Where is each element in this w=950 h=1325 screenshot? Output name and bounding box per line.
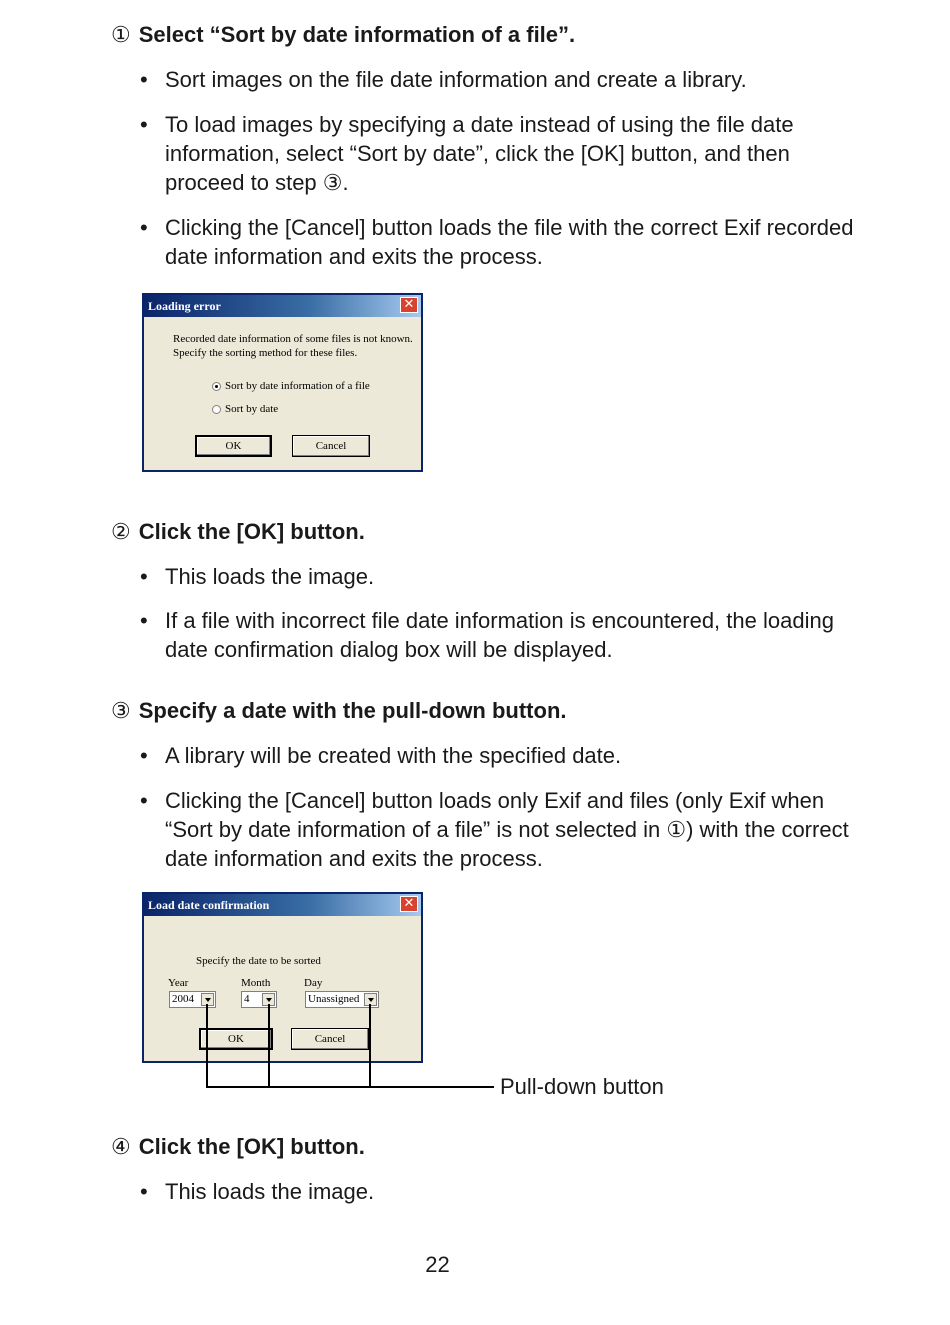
- bullet-text: A library will be created with the specified date.: [165, 743, 622, 768]
- year-dropdown[interactable]: [169, 991, 216, 1008]
- day-dropdown[interactable]: [305, 991, 379, 1008]
- step-4-heading: [111, 1134, 365, 1160]
- year-label: Year: [168, 977, 189, 989]
- month-dropdown[interactable]: [241, 991, 277, 1008]
- bullet-text: Clicking the [Cancel] button loads only Exif and files (only Exif when “Sort by date information of a file” is not selected in ①) with the correct date information and exits the process.: [165, 788, 849, 871]
- step-4-bullet-1: [140, 1177, 860, 1206]
- step-1-title: Select “Sort by date information of a file”.: [138, 22, 576, 47]
- dialog-message-line-1: Recorded date information of some files is not known.: [173, 333, 413, 345]
- bullet-dot: •: [140, 215, 148, 240]
- callout-label: Pull-down button: [500, 1074, 664, 1099]
- step-3-title: Specify a date with the pull-down button.: [138, 698, 567, 723]
- step-2-heading: [111, 519, 365, 545]
- bullet-text: This loads the image.: [165, 564, 375, 589]
- step-3-number: ③: [111, 698, 131, 723]
- step-4-number: ④: [111, 1134, 131, 1159]
- dialog-instruction: Specify the date to be sorted: [196, 955, 321, 967]
- close-icon[interactable]: ✕: [400, 297, 418, 313]
- radio-sort-by-file-date[interactable]: [212, 382, 221, 391]
- callout-line-day: [369, 1004, 371, 1088]
- day-value: Unassigned: [308, 993, 360, 1005]
- dialog-titlebar: Loading error: [144, 295, 421, 317]
- load-date-confirmation-dialog: [142, 892, 423, 1063]
- step-3-bullet-2: [140, 786, 860, 873]
- step-1-heading: [111, 22, 575, 48]
- month-label: Month: [241, 977, 271, 989]
- bullet-text: To load images by specifying a date instead of using the file date information, select “Sort by date”, click the [OK] button, and then proceed to step ③.: [165, 112, 794, 195]
- day-label: Day: [304, 977, 323, 989]
- step-4-title: Click the [OK] button.: [138, 1134, 365, 1159]
- radio-sort-by-date-label: Sort by date: [225, 403, 279, 415]
- bullet-dot: •: [140, 608, 148, 633]
- step-2-bullet-2: [140, 606, 860, 664]
- step-1-bullet-1: [140, 65, 860, 94]
- cancel-button[interactable]: Cancel: [292, 435, 370, 457]
- bullet-dot: •: [140, 1179, 148, 1204]
- step-1-bullet-3: [140, 213, 860, 271]
- callout-line-year: [206, 1004, 208, 1088]
- step-2-bullet-1: [140, 562, 860, 591]
- radio-sort-by-file-date-label: Sort by date information of a file: [225, 380, 370, 392]
- month-value: 4: [244, 993, 250, 1005]
- step-1-bullet-2: [140, 110, 860, 197]
- bullet-text: Clicking the [Cancel] button loads the file with the correct Exif recorded date information and exits the process.: [165, 215, 854, 269]
- ok-button[interactable]: OK: [195, 435, 272, 457]
- dialog-message-line-2: Specify the sorting method for these files.: [173, 347, 358, 359]
- bullet-dot: •: [140, 743, 148, 768]
- bullet-dot: •: [140, 788, 148, 813]
- callout-line-horizontal: [206, 1086, 494, 1088]
- bullet-text: This loads the image.: [165, 1179, 375, 1204]
- radio-sort-by-date[interactable]: [212, 405, 221, 414]
- step-2-title: Click the [OK] button.: [138, 519, 365, 544]
- cancel-button[interactable]: Cancel: [291, 1028, 369, 1050]
- step-3-bullet-1: [140, 741, 860, 770]
- bullet-dot: •: [140, 564, 148, 589]
- callout-line-month: [268, 1004, 270, 1088]
- step-3-heading: [111, 698, 567, 724]
- step-1-number: ①: [111, 22, 131, 47]
- close-icon[interactable]: ✕: [400, 896, 418, 912]
- bullet-dot: •: [140, 67, 148, 92]
- bullet-dot: •: [140, 112, 148, 137]
- dialog-titlebar: Load date confirmation: [144, 894, 421, 916]
- page-number: 22: [425, 1252, 450, 1277]
- ok-button[interactable]: OK: [199, 1028, 273, 1050]
- step-2-number: ②: [111, 519, 131, 544]
- year-value: 2004: [172, 993, 194, 1005]
- bullet-text: If a file with incorrect file date information is encountered, the loading date confirmation dialog box will be displayed.: [165, 608, 834, 662]
- bullet-text: Sort images on the file date information and create a library.: [165, 67, 747, 92]
- loading-error-dialog: [142, 293, 423, 472]
